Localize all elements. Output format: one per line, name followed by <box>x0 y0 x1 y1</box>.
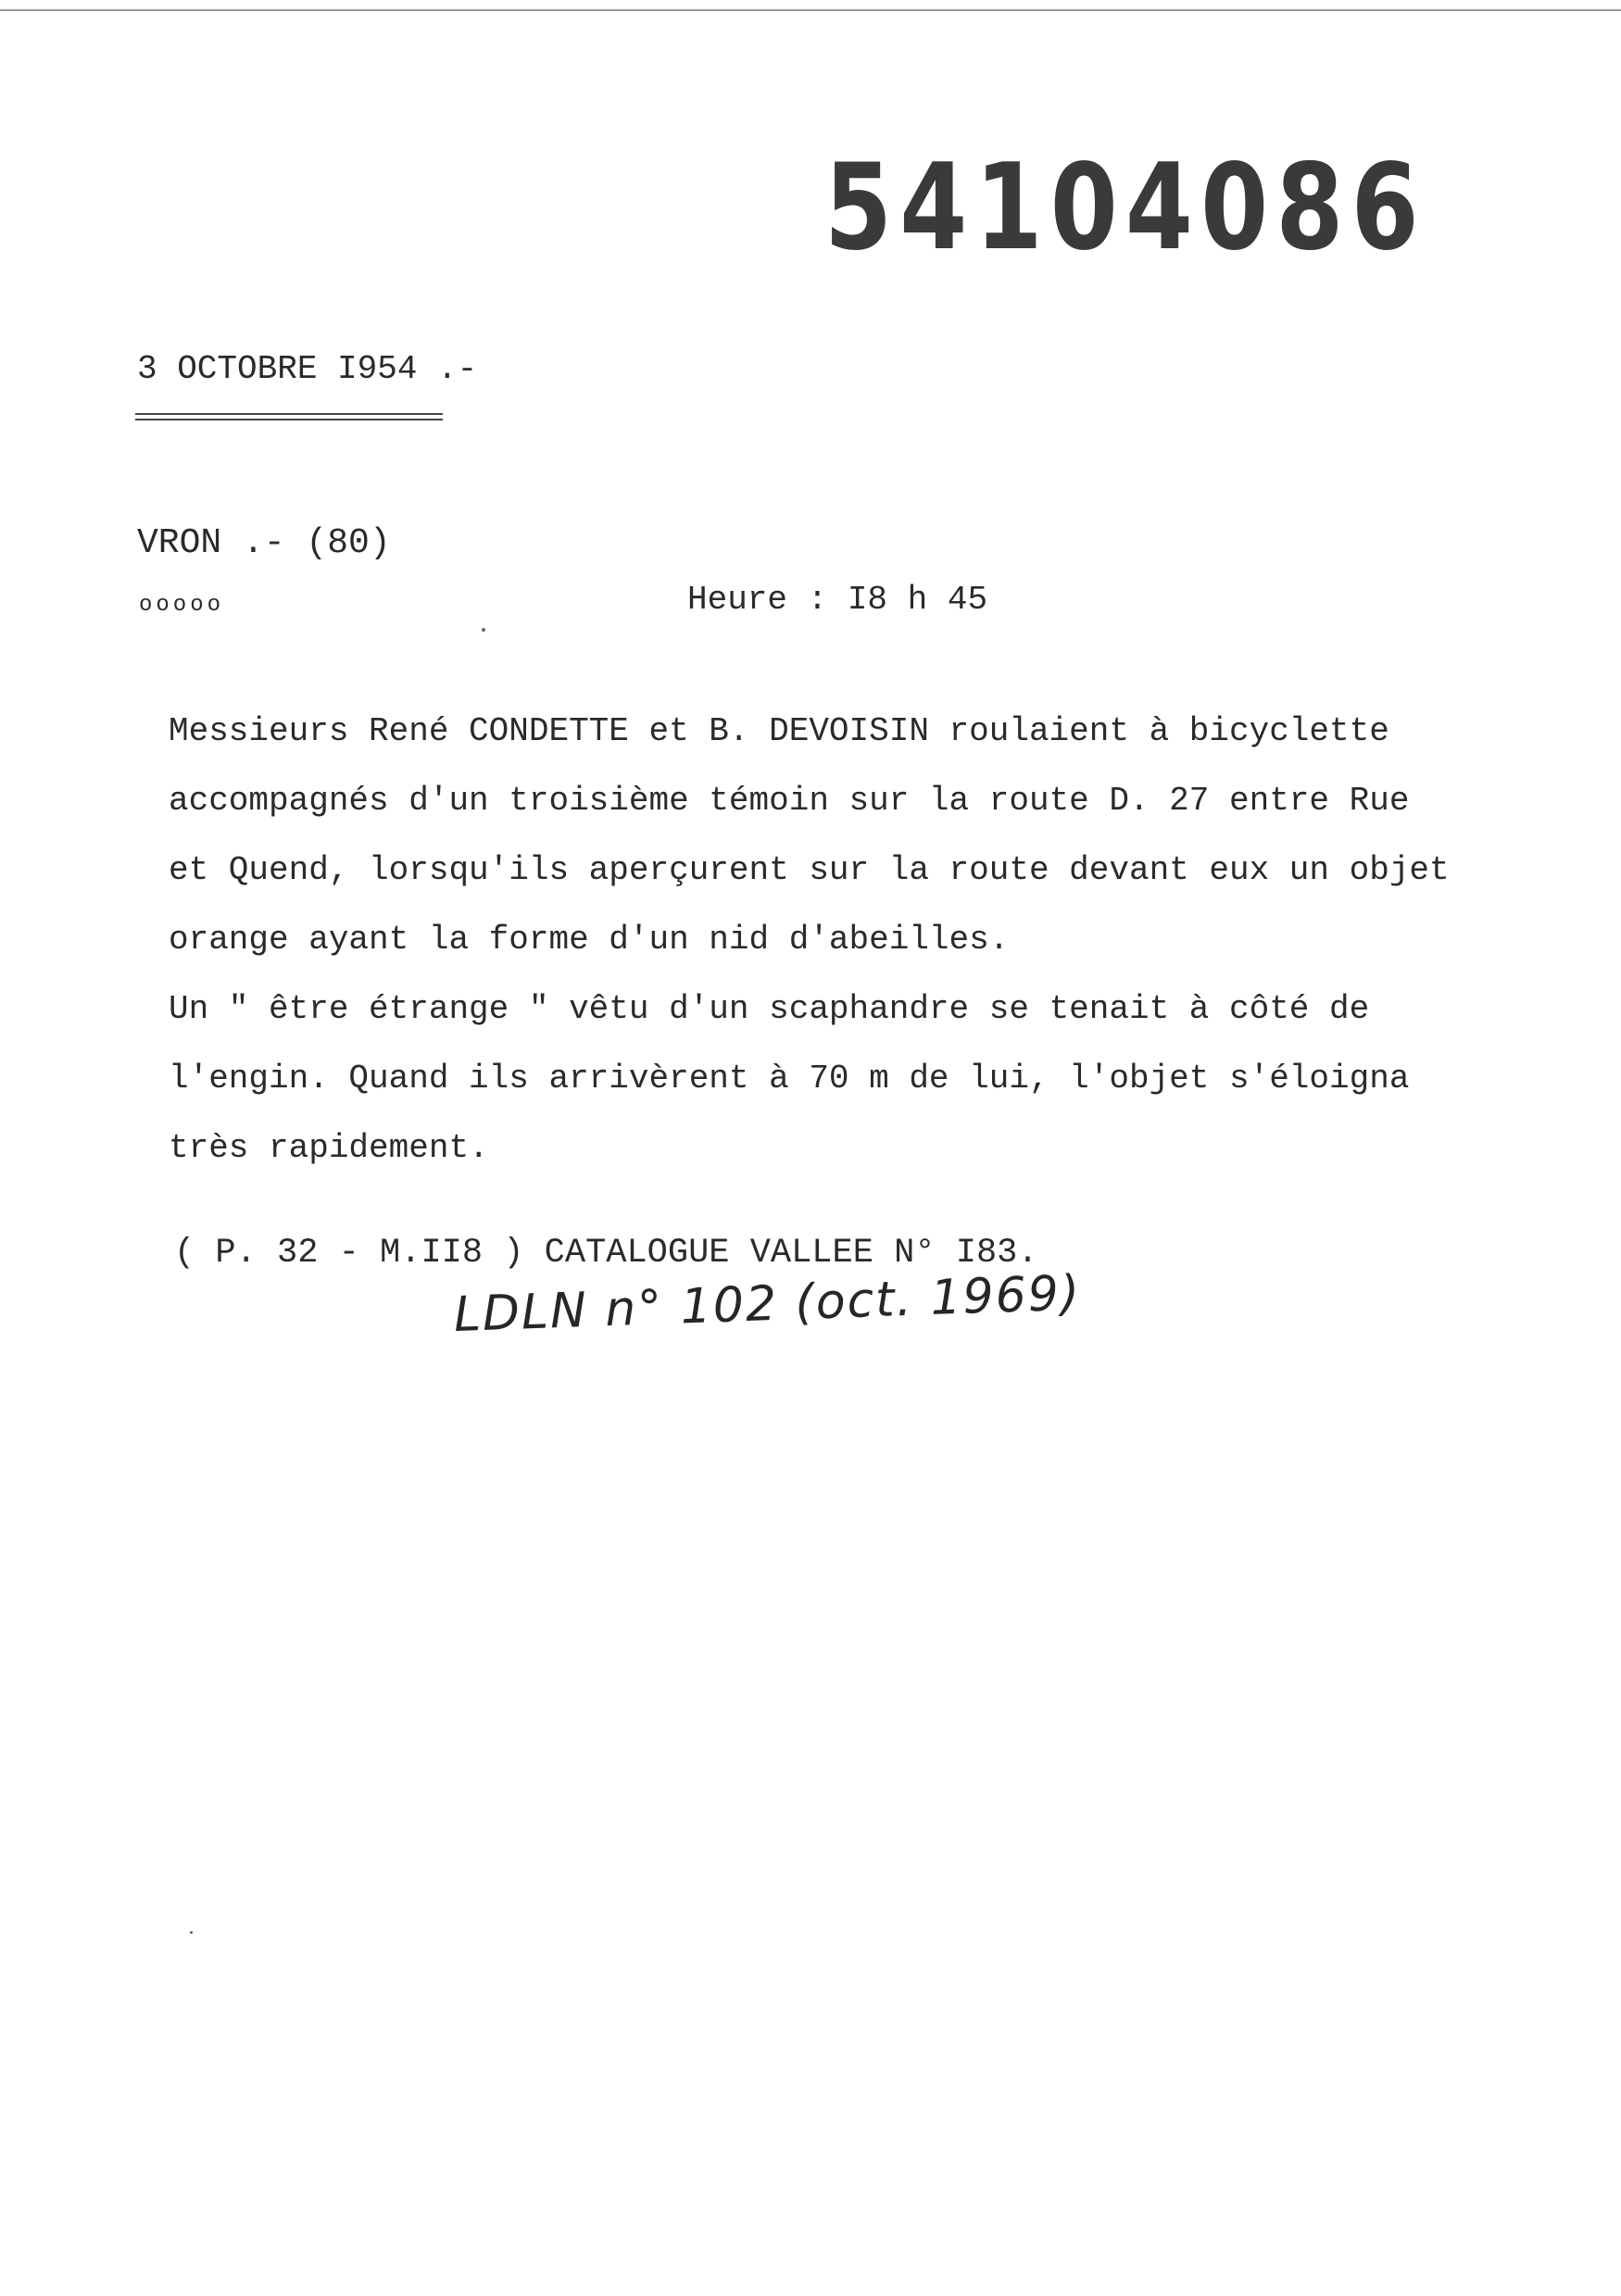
handwritten-annotation: LDLN n° 102 (oct. 1969) <box>452 1265 1083 1343</box>
location-heading: VRON .- (80) <box>137 523 391 563</box>
sighting-description <box>169 696 1577 1183</box>
report-date: 3 OCTOBRE I954 .- <box>137 350 478 388</box>
description-line: accompagnés d'un troisième témoin sur la route D. 27 entre Rue <box>169 782 1410 820</box>
description-line: Messieurs René CONDETTE et B. DEVOISIN roulaient à bicyclette <box>169 712 1389 750</box>
catalogue-reference: ( P. 32 - M.II8 ) CATALOGUE VALLEE N° I83. <box>174 1234 1038 1273</box>
date-underline-rule <box>135 419 443 420</box>
description-line: très rapidement. <box>169 1129 489 1167</box>
scan-speck <box>190 1931 193 1934</box>
separator-marks: ooooo <box>139 593 225 618</box>
description-line: orange ayant la forme d'un nid d'abeilles. <box>169 921 1010 959</box>
description-line: et Quend, lorsqu'ils aperçurent sur la route devant eux un objet <box>169 851 1450 889</box>
scan-speck <box>482 628 485 632</box>
date-underline-rule <box>135 413 443 415</box>
description-line: Un " être étrange " vêtu d'un scaphandre se tenait à côté de <box>169 990 1370 1028</box>
record-number-stamp: 54104086 <box>824 139 1426 277</box>
sighting-time: Heure : I8 h 45 <box>687 581 988 619</box>
description-line: l'engin. Quand ils arrivèrent à 70 m de lui, l'objet s'éloigna <box>169 1060 1410 1098</box>
scan-top-edge <box>0 9 1621 11</box>
